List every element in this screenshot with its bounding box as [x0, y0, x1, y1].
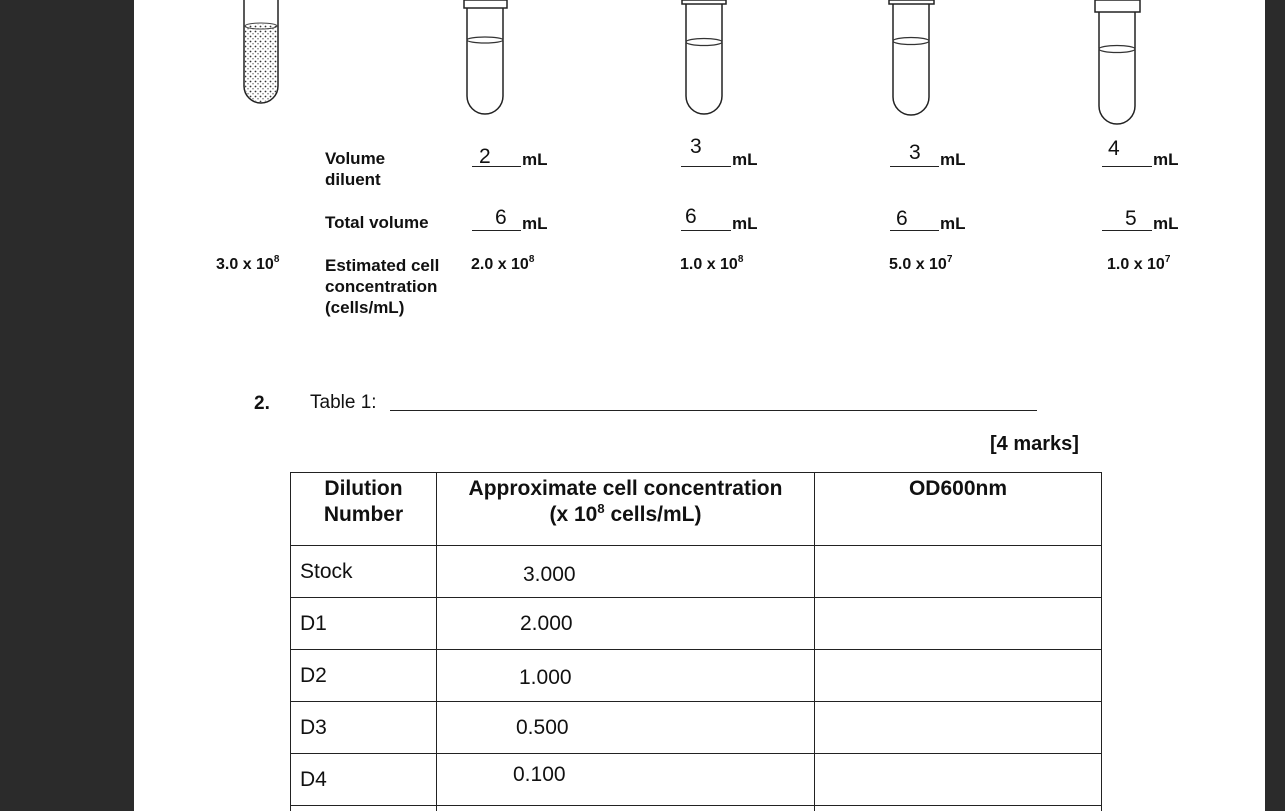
- table-row: [291, 650, 1102, 702]
- dilution-table: [290, 472, 1102, 811]
- dilution-tube-d4: [1095, 0, 1140, 124]
- concentration-value: 0.500: [516, 715, 569, 739]
- unit-ml: mL: [940, 214, 966, 233]
- volume-diluent-d3: 3: [909, 141, 921, 164]
- volume-diluent-blank-d4: [1102, 166, 1152, 167]
- worksheet-page: [134, 0, 1265, 811]
- cell-concentration: [437, 806, 815, 811]
- total-volume-label: Total volume: [325, 213, 429, 232]
- volume-diluent-label: Volume diluent: [325, 149, 386, 189]
- total-volume-d4: 5: [1125, 207, 1137, 230]
- concentration-d2: 1.0 x $10^8$: [680, 254, 744, 273]
- cell-concentration: [437, 754, 815, 806]
- unit-ml: mL: [732, 150, 758, 169]
- concentration-value: 2.000: [520, 611, 573, 635]
- dilution-tube-d3: [889, 0, 934, 115]
- cell-dilution: [291, 806, 437, 811]
- cell-od[interactable]: [815, 650, 1102, 702]
- cell-concentration: [437, 546, 815, 598]
- table-row: [291, 806, 1102, 811]
- volume-diluent-blank-d2: [681, 166, 731, 167]
- cell-dilution: Stock: [291, 546, 437, 598]
- header-dilution-number: Dilution Number: [291, 473, 437, 546]
- concentration-d1: 2.0 x $10^8$: [471, 254, 535, 273]
- cell-od[interactable]: [815, 806, 1102, 811]
- question-number: 2.: [254, 393, 270, 414]
- cell-od[interactable]: [815, 754, 1102, 806]
- header-approx-concentration: Approximate cell concentration (x $10^8$ cells/mL): [437, 473, 815, 546]
- stock-tube: [244, 0, 278, 103]
- table-row: [291, 598, 1102, 650]
- cell-concentration: [437, 598, 815, 650]
- table-row: [291, 702, 1102, 754]
- total-volume-blank-d1: [472, 230, 521, 231]
- cell-od[interactable]: [815, 546, 1102, 598]
- unit-ml: mL: [732, 214, 758, 233]
- unit-ml: mL: [522, 150, 548, 169]
- volume-diluent-d2: 3: [690, 135, 702, 158]
- cell-dilution: D4: [291, 754, 437, 806]
- concentration-d4: 1.0 x $10^7$: [1107, 254, 1171, 273]
- cell-dilution: D2: [291, 650, 437, 702]
- marks-label: [4 marks]: [990, 433, 1079, 455]
- total-volume-blank-d2: [681, 230, 731, 231]
- total-volume-d2: 6: [685, 205, 697, 228]
- dilution-tube-d2: [682, 0, 726, 114]
- cell-concentration: [437, 650, 815, 702]
- unit-ml: mL: [522, 214, 548, 233]
- table-title-answer-line: [390, 410, 1037, 411]
- concentration-value: 3.000: [523, 562, 576, 586]
- concentration-d3: 5.0 x $10^7$: [889, 254, 953, 273]
- total-volume-d3: 6: [896, 207, 908, 230]
- cell-concentration: [437, 702, 815, 754]
- volume-diluent-blank-d3: [890, 166, 939, 167]
- cell-od[interactable]: [815, 598, 1102, 650]
- table-header-row: [291, 473, 1102, 546]
- unit-ml: mL: [940, 150, 966, 169]
- concentration-value: 1.000: [519, 665, 572, 689]
- dilution-tube-d1: [464, 0, 507, 114]
- cell-od[interactable]: [815, 702, 1102, 754]
- cell-dilution: D1: [291, 598, 437, 650]
- table-caption-label: Table 1:: [310, 392, 377, 413]
- test-tube-diagram: [134, 0, 1265, 140]
- header-od600: OD600nm: [815, 473, 1102, 546]
- volume-diluent-d4: 4: [1108, 137, 1120, 160]
- unit-ml: mL: [1153, 150, 1179, 169]
- cell-dilution: D3: [291, 702, 437, 754]
- volume-diluent-d1: 2: [479, 145, 491, 168]
- estimated-concentration-label: Estimated cell concentration (cells/mL): [325, 256, 440, 317]
- stock-concentration: 3.0 x $10^8$: [216, 254, 280, 273]
- table-row: [291, 546, 1102, 598]
- concentration-value: 0.100: [513, 762, 566, 786]
- table-row: [291, 754, 1102, 806]
- unit-ml: mL: [1153, 214, 1179, 233]
- total-volume-d1: 6: [495, 206, 507, 229]
